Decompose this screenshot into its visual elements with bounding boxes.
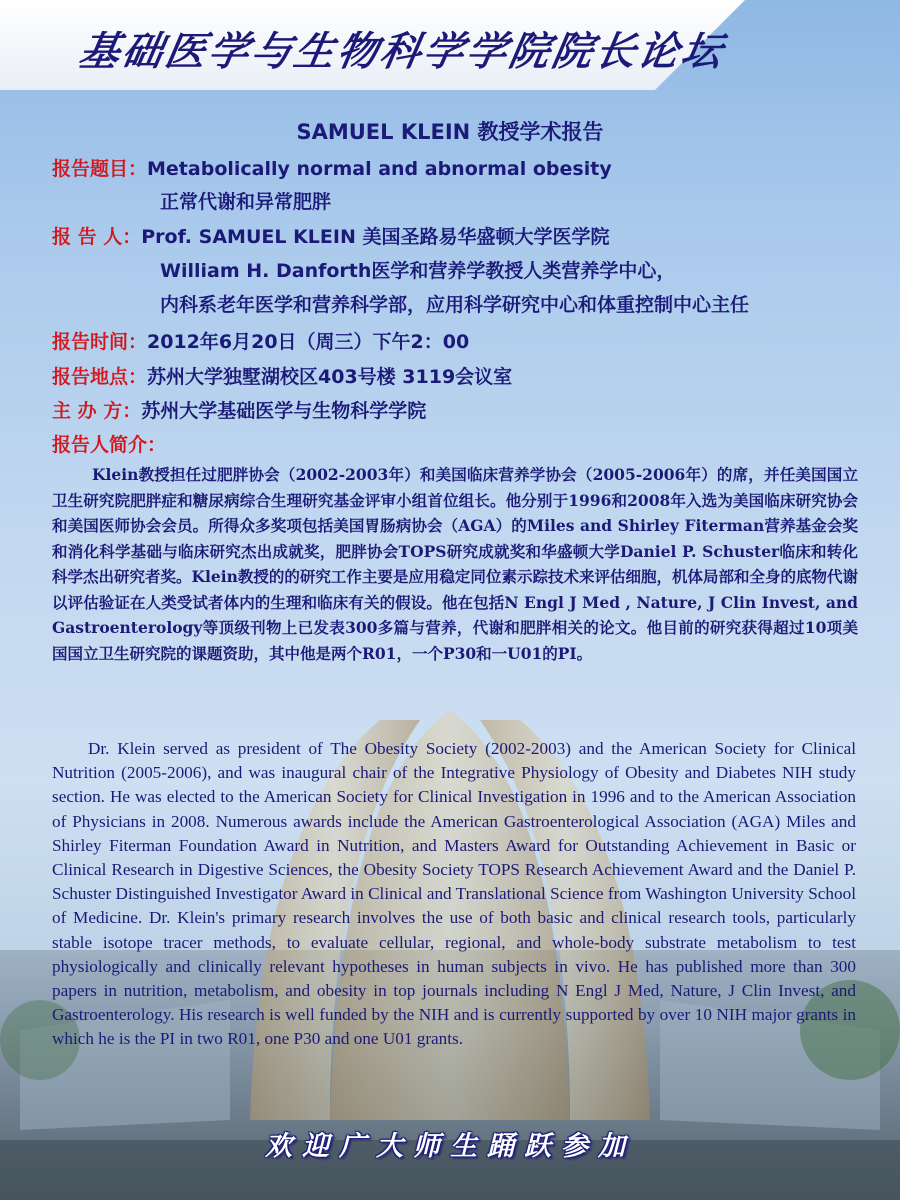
speaker-line2: William H. Danforth医学和营养学教授人类营养学中心， xyxy=(160,260,676,282)
time-value: 2012年6月20日（周三）下午2：00 xyxy=(147,331,470,353)
host-row xyxy=(52,396,426,423)
header-banner xyxy=(0,0,900,90)
bio-label-row xyxy=(52,430,166,457)
topic-row xyxy=(52,154,612,181)
location-value: 苏州大学独墅湖校区403号楼 3119会议室 xyxy=(147,366,513,388)
location-row xyxy=(52,362,512,389)
topic-title-en: Metabolically normal and abnormal obesity xyxy=(147,158,612,180)
bio-english: Dr. Klein served as president of The Obesity Society (2002-2003) and the American Society for Clinical Nutrition (2005-2006), and was inaugural chair of the Integrative Physiology of Obesity and Diabetes NIH study section. He was elected to the American Society for Clinical Investigation in 1996 and to the American Association of Physicians in 2008. Numerous awards include the American Gastroenterological Association (AGA) Miles and Shirley Fiterman Foundation Award in Nutrition, and Masters Award for Outstanding Achievement in Basic or Clinical Research in Digestive Sciences, the Obesity Society TOPS Research Achievement Award and the Daniel P. Schuster Distinguished Investigator Award in Clinical and Translational Science from Washington University School of Medicine. Dr. Klein's primary research involves the use of both basic and clinical research tools, particularly stable isotope tracer methods, to evaluate cellular, regional, and whole-body substrate metabolism to test physiologically and clinically relevant hypotheses in human subjects in vivo. He has published more than 300 papers in nutrition, metabolism, and obesity in top journals including N Engl J Med, Nature, J Clin Invest, and Gastroenterology. His research is well funded by the NIH and is currently supported by over 10 NIH major grants in which he is the PI in two R01, one P30 and one U01 grants. xyxy=(52,739,856,1049)
bio-chinese: Klein教授担任过肥胖协会（2002-2003年）和美国临床营养学协会（2005-2006年）的席，并任美国国立卫生研究院肥胖症和糖尿病综合生理研究基金评审小组首位组长。他分别于1996和2008年入选为美国临床研究协会和美国医师协会会员。所得众多奖项包括美国胃肠病协会（AGA）的Miles and Shirley Fiterman营养基金会奖和消化科学基础与临床研究杰出成就奖，肥胖协会TOPS研究成就奖和华盛顿大学Daniel P. Schuster临床和转化科学杰出研究者奖。Klein教授的的研究工作主要是应用稳定同位素示踪技术来评估细胞，机体局部和全身的底物代谢以评估验证在人类受试者体内的生理和临床有关的假设。他在包括N Engl J Med , Nature, J Clin Invest, and Gastroenterology等顶级刊物上已发表300多篇与营养，代谢和肥胖相关的论文。他目前的研究获得超过10项美国国立卫生研究院的课题资助，其中他是两个R01，一个P30和一U01的PI。 xyxy=(52,465,858,663)
banner-title: 基础医学与生物科学学院院长论坛 xyxy=(75,29,729,75)
speaker-label: 报 告 人： xyxy=(52,226,142,248)
host-value: 苏州大学基础医学与生物科学学院 xyxy=(141,400,427,422)
time-row xyxy=(52,327,469,354)
speaker-line1: Prof. SAMUEL KLEIN 美国圣路易华盛顿大学医学院 xyxy=(141,226,610,248)
time-label: 报告时间： xyxy=(52,331,148,353)
location-label: 报告地点： xyxy=(52,366,148,388)
speaker-row xyxy=(52,222,609,249)
host-label: 主 办 方： xyxy=(52,400,142,422)
bio-label: 报告人简介： xyxy=(52,434,167,456)
topic-label: 报告题目： xyxy=(52,158,148,180)
report-title: SAMUEL KLEIN 教授学术报告 xyxy=(296,120,604,144)
topic-title-cn: 正常代谢和异常肥胖 xyxy=(160,191,332,213)
welcome-message: 欢迎广大师生踊跃参加 xyxy=(265,1131,635,1162)
speaker-line3: 内科系老年医学和营养科学部，应用科学研究中心和体重控制中心主任 xyxy=(160,294,750,316)
